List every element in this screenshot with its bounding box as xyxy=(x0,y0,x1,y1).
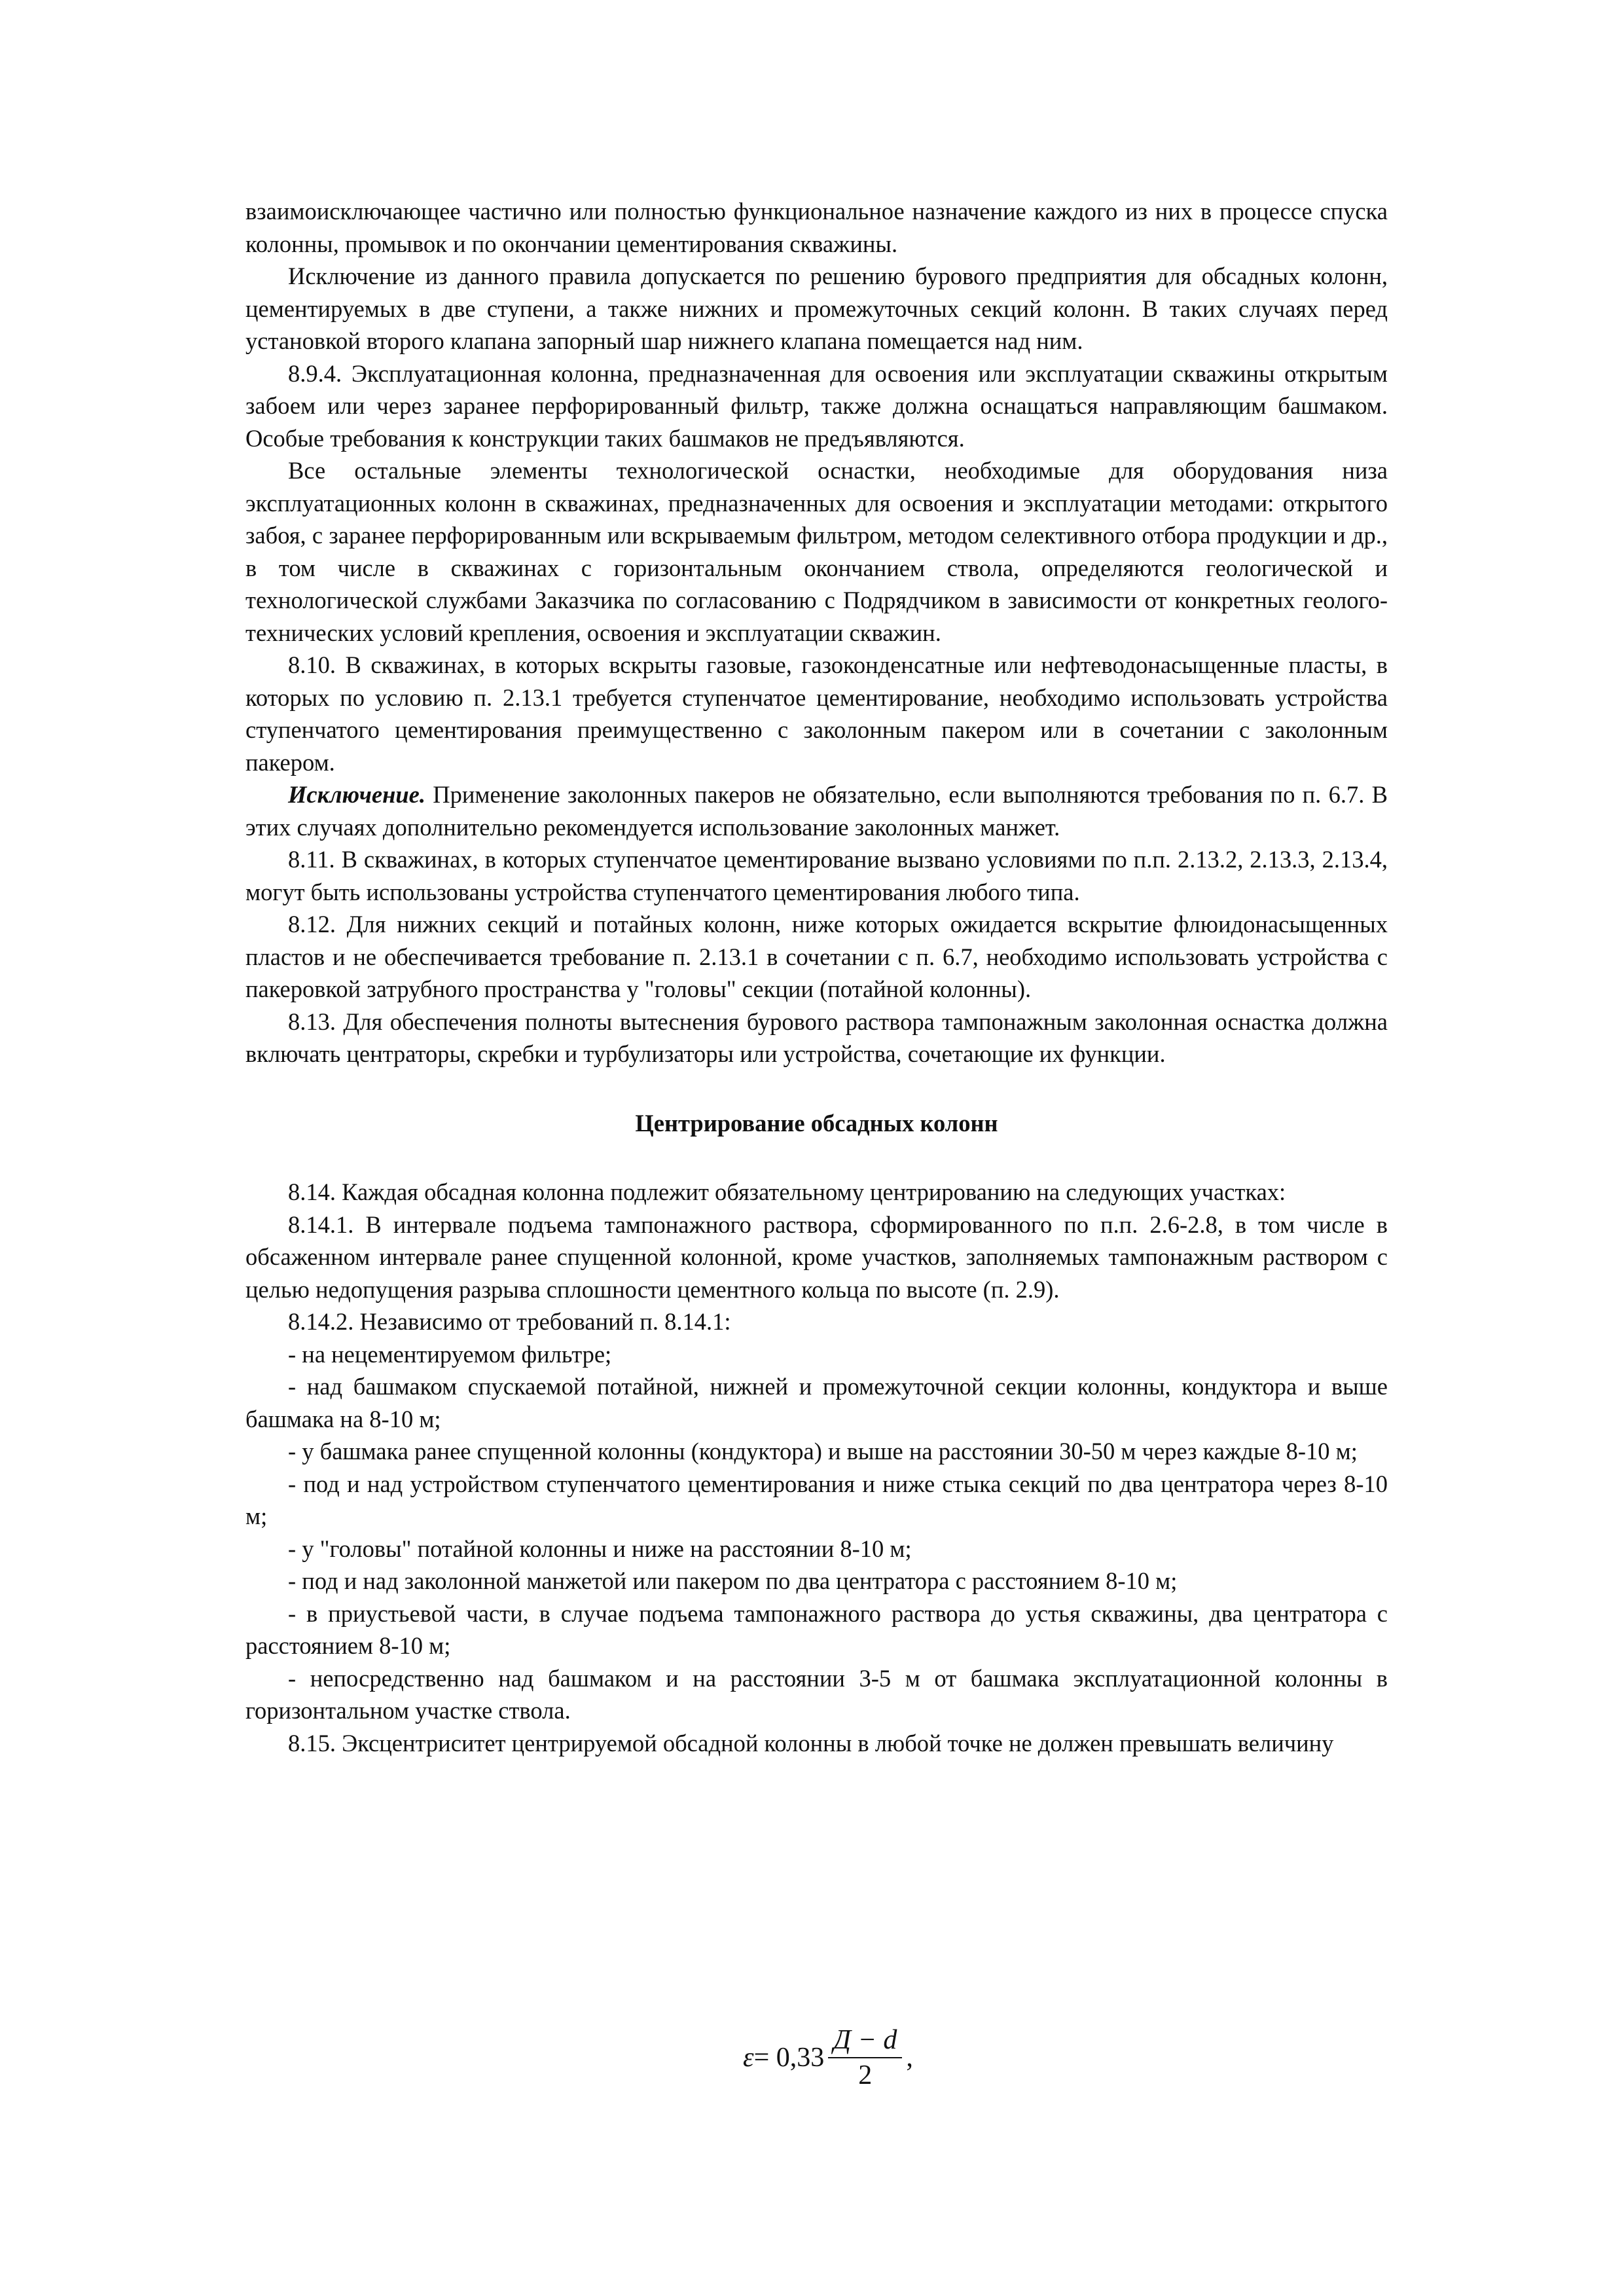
list-item: - у башмака ранее спущенной колонны (кондуктора) и выше на расстоянии 30-50 м через каждые 8-10 м; xyxy=(288,1438,1358,1465)
paragraph: 8.15. Эксцентриситет центрируемой обсадной колонны в любой точке не должен превышать величину xyxy=(288,1729,1334,1757)
formula-comma: , xyxy=(906,2043,913,2073)
paragraph: 8.10. В скважинах, в которых вскрыты газовые, газоконденсатные или нефтеводонасыщенные пласты, в которых по условию п. 2.13.1 требуется ступенчатое цементирование, необходимо использовать устройства ступенчатого цементирования преимущественно с заколонным пакером или в сочетании с заколонным пакером. xyxy=(245,651,1388,776)
paragraph: 8.9.4. Эксплуатационная колонна, предназначенная для освоения или эксплуатации скважины открытым забоем или через заранее перфорированный фильтр, также должна оснащаться направляющим башмаком. Особые требования к конструкции таких башмаков не предъявляются. xyxy=(245,359,1388,452)
formula-coefficient: = 0,33 xyxy=(753,2043,825,2073)
paragraph: 8.11. В скважинах, в которых ступенчатое цементирование вызвано условиями по п.п. 2.13.2, 2.13.3, 2.13.4, могут быть использованы устройства ступенчатого цементирования любого типа. xyxy=(245,846,1388,905)
paragraph: Исключение из данного правила допускается по решению бурового предприятия для обсадных колонн, цементируемых в две ступени, а также нижних и промежуточных секций колонн. В таких случаях перед установкой второго клапана запорный шар нижнего клапана помещается над ним. xyxy=(245,263,1388,354)
formula-fraction xyxy=(828,2023,902,2092)
list-item: - в приустьевой части, в случае подъема тампонажного раствора до устья скважины, два центратора с расстоянием 8-10 м; xyxy=(245,1599,1388,1659)
paragraph: 8.14.1. В интервале подъема тампонажного раствора, сформированного по п.п. 2.6-2.8, в том числе в обсаженном интервале ранее спущенной колонной, кроме участков, заполняемых тампонажным раствором с целью недопущения разрыва сплошности цементного кольца по высоте (п. 2.9). xyxy=(245,1211,1388,1303)
formula-epsilon: ε xyxy=(743,2043,754,2073)
paragraph: взаимоисключающее частично или полностью функциональное назначение каждого из них в процессе спуска колонны, промывок и по окончании цементирования скважины. xyxy=(245,198,1388,257)
paragraph: 8.14. Каждая обсадная колонна подлежит обязательному центрированию на следующих участках: xyxy=(288,1178,1286,1205)
paragraph: Все остальные элементы технологической оснастки, необходимые для оборудования низа эксплуатационных колонн в скважинах, предназначенных для освоения и эксплуатации методами: открытого забоя, с заранее перфорированным или вскрываемым фильтром, методом селективного отбора продукции и др., в том числе в скважинах с горизонтальным окончанием ствола, определяются геологической и технологической службами Заказчика по согласованию с Подрядчиком в зависимости от конкретных геолого-технических условий крепления, освоения и эксплуатации скважин. xyxy=(245,457,1388,646)
formula-numerator: Д − d xyxy=(828,2023,902,2058)
paragraph: 8.13. Для обеспечения полноты вытеснения бурового раствора тампонажным заколонная оснастка должна включать центраторы, скребки и турбулизаторы или устройства, сочетающие их функции. xyxy=(245,1008,1388,1067)
list-item: - непосредственно над башмаком и на расстоянии 3-5 м от башмака эксплуатационной колонны в горизонтальном участке ствола. xyxy=(245,1664,1388,1724)
section-heading: Центрирование обсадных колонн xyxy=(635,1109,998,1137)
paragraph-text: Применение заколонных пакеров не обязательно, если выполняются требования по п. 6.7. В этих случаях дополнительно рекомендуется использование заколонных манжет. xyxy=(245,781,1388,841)
list-item: - у "головы" потайной колонны и ниже на расстоянии 8-10 м; xyxy=(288,1535,912,1562)
list-item: - под и над устройством ступенчатого цементирования и ниже стыка секций по два центратора через 8-10 м; xyxy=(245,1470,1388,1529)
formula-denominator: 2 xyxy=(858,2060,873,2090)
paragraph: 8.14.2. Независимо от требований п. 8.14.1: xyxy=(288,1308,731,1335)
paragraph xyxy=(245,778,1388,843)
eccentricity-formula xyxy=(743,2023,913,2092)
list-item: - над башмаком спускаемой потайной, нижней и промежуточной секции колонны, кондуктора и выше башмака на 8-10 м; xyxy=(245,1373,1388,1432)
paragraph: 8.12. Для нижних секций и потайных колонн, ниже которых ожидается вскрытие флюидонасыщенных пластов и не обеспечивается требование п. 2.13.1 в сочетании с п. 6.7, необходимо использовать устройства с пакеровкой затрубного пространства у "головы" секции (потайной колонны). xyxy=(245,911,1388,1002)
document-page xyxy=(245,195,1388,1759)
list-item: - под и над заколонной манжетой или пакером по два центратора с расстоянием 8-10 м; xyxy=(288,1567,1178,1594)
list-item: - на нецементируемом фильтре; xyxy=(288,1340,612,1368)
exception-label: Исключение. xyxy=(288,781,425,808)
